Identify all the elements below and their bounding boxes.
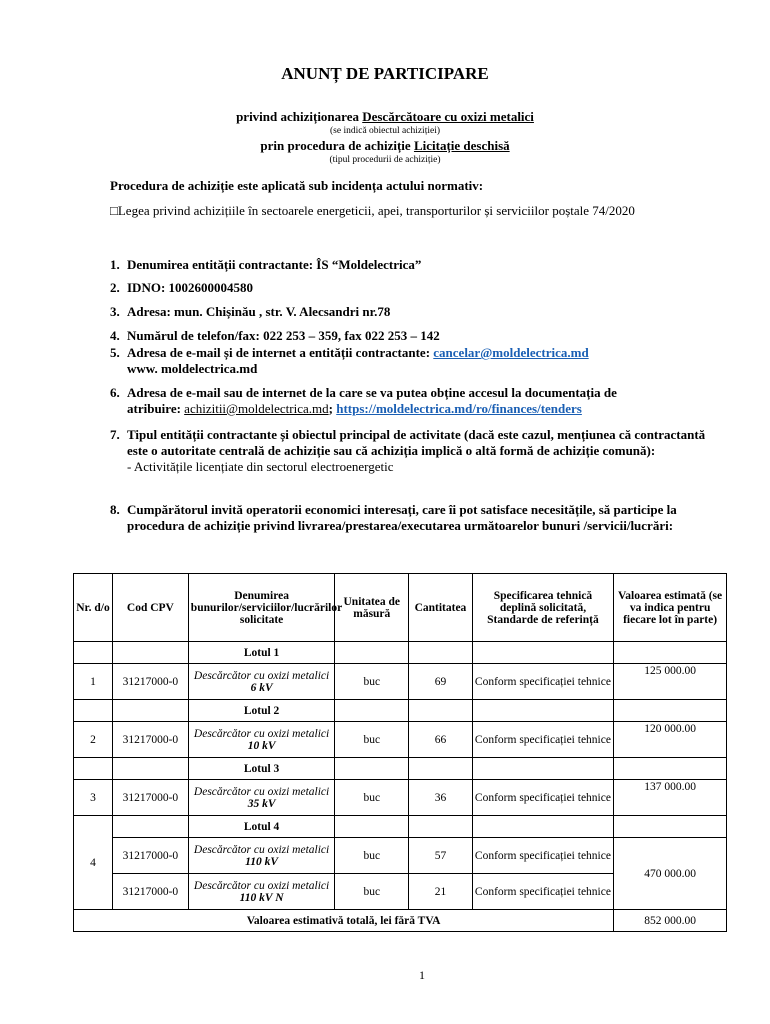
lots-table [73,573,727,932]
table-row [74,838,727,874]
cell-cpv: 31217000-0 [112,874,188,910]
lot-label: Lotul 2 [188,700,335,722]
cell-unit: buc [335,838,409,874]
cell-name-b: 35 kV [247,797,276,810]
item-8-text: Cumpărătorul invită operatorii economici interesați, care îi pot satisface necesitățile, să participe la procedura de achiziție privind livrarea/prestarea/executarea următoarelor bunuri /servicii/lucrări: [127,502,677,533]
header-name: Denumirea bunurilor/serviciilor/lucrărilor solicitate [188,574,335,642]
item-5: 5. Adresa de e-mail și de internet a entității contractante: cancelar@moldelectrica.md www. moldelectrica.md [110,345,720,377]
page-number: 1 [419,968,425,982]
item-6-text-b: atribuire: [127,401,185,416]
cell-spec: Conform specificației tehnice [472,664,613,700]
cell-nr: 2 [74,722,113,758]
cell-name-a: Descărcător cu oxizi metalici [193,879,330,892]
header-nr: Nr. d/o [74,574,113,642]
cell-name-b: 10 kV [247,739,276,752]
cell-name-a: Descărcător cu oxizi metalici [193,785,330,798]
item-7-sub: - Activitățile licențiate din sectorul electroenergetic [127,459,394,474]
cell-value: 137 000.00 [614,780,727,816]
email-link-achizitii[interactable]: achizitii@moldelectrica.md [184,401,329,416]
item-4-text: Numărul de telefon/fax: 022 253 – 359, fax 022 253 – 142 [127,328,440,343]
cell-unit: buc [335,664,409,700]
item-2-text: IDNO: 1002600004580 [127,280,254,295]
cell-qty: 21 [409,874,473,910]
item-1: 1. Denumirea entității contractante: ÎS “Moldelectrica” [110,257,422,272]
page-title: ANUNȚ DE PARTICIPARE [281,64,489,83]
item-5-text: Adresa de e-mail și de internet a entității contractante: [127,345,434,360]
cell-nr: 1 [74,664,113,700]
lot-row [74,700,727,722]
item-3: 3. Adresa: mun. Chișinău , str. V. Alecsandri nr.78 [110,304,391,319]
cell-name [188,874,335,910]
item-7-text: Tipul entității contractante și obiectul principal de activitate (dacă este cazul, mențiunea că contractantă este o autoritate centrală de achiziție sau că achiziția implică o altă formă de achiziție comună): [127,427,706,458]
item-3-text: Adresa: mun. Chișinău , str. V. Alecsandri nr.78 [127,304,391,319]
procedure-line [0,138,770,154]
total-row [74,910,727,932]
lot-row [74,642,727,664]
cell-value: 470 000.00 [614,838,727,910]
cell-unit: buc [335,874,409,910]
item-8: 8. Cumpărătorul invită operatorii economici interesați, care îi pot satisface necesitățile, să participe la procedura de achiziție privind livrarea/prestarea/executarea următoarelor bunuri /servicii/lucrări: [110,502,720,534]
lot-label: Lotul 3 [188,758,335,780]
email-link-cancelar[interactable]: cancelar@moldelectrica.md [433,345,589,360]
cell-qty: 66 [409,722,473,758]
header-value: Valoarea estimată (se va indica pentru fiecare lot în parte) [614,574,727,642]
cell-name-a: Descărcător cu oxizi metalici [193,843,330,856]
item-6: 6. Adresa de e-mail sau de internet de la care se va putea obține accesul la documentația de atribuire: achizitii@moldelectrica.md; https://moldelectrica.md/ro/finances/tenders [110,385,617,416]
lot-label: Lotul 4 [188,816,335,838]
item-7: 7. Tipul entității contractante și obiectul principal de activitate (dacă este cazul, mențiunea că contractantă este o autoritate centrală de achiziție sau că achiziția implică o altă formă de achiziție comună): - Activitățile licențiate din sectorul electroenergetic [110,427,720,475]
cell-name-b: 6 kV [250,681,273,694]
cell-name [188,722,335,758]
lot-label: Lotul 1 [188,642,335,664]
table-row [74,780,727,816]
subject-line [0,109,770,125]
cell-name-a: Descărcător cu oxizi metalici [193,669,330,682]
cell-value: 125 000.00 [614,664,727,700]
item-6-sep: ; [328,401,337,416]
cell-name [188,664,335,700]
subject-object: Descărcătoare cu oxizi metalici [362,109,534,124]
cell-name [188,780,335,816]
cell-qty: 36 [409,780,473,816]
cell-spec: Conform specificației tehnice [472,838,613,874]
cell-qty: 69 [409,664,473,700]
header-unit: Unitatea de măsură [335,574,409,642]
item-2: 2. IDNO: 1002600004580 [110,280,254,295]
cell-cpv: 31217000-0 [112,664,188,700]
cell-nr: 3 [74,780,113,816]
intro-heading: Procedura de achiziție este aplicată sub incidența actului normativ: [110,178,484,193]
cell-spec: Conform specificației tehnice [472,722,613,758]
cell-spec: Conform specificației tehnice [472,780,613,816]
cell-spec: Conform specificației tehnice [472,874,613,910]
cell-name-b: 110 kV [245,855,279,868]
table-row [74,722,727,758]
cell-nr: 4 [74,816,113,910]
lot-row [74,816,727,838]
table-header-row [74,574,727,642]
procedure-type: Licitație deschisă [413,138,510,153]
procedure-prefix: prin procedura de achiziție [260,138,414,153]
total-value: 852 000.00 [614,910,727,932]
cell-cpv: 31217000-0 [112,838,188,874]
subject-prefix: privind achiziționarea [236,109,363,124]
cell-qty: 57 [409,838,473,874]
procedure-hint: (tipul procedurii de achiziție) [329,155,441,165]
header-spec: Specificarea tehnică deplină solicitată, Standarde de referință [472,574,613,642]
lot-row [74,758,727,780]
cell-unit: buc [335,722,409,758]
cell-name-a: Descărcător cu oxizi metalici [193,727,330,740]
cell-name-b: 110 kV N [239,891,284,904]
cell-cpv: 31217000-0 [112,722,188,758]
subject-hint: (se indică obiectul achiziției) [330,126,440,136]
header-qty: Cantitatea [409,574,473,642]
item-5-web: www. moldelectrica.md [127,361,258,376]
cell-value: 120 000.00 [614,722,727,758]
table-row [74,664,727,700]
cell-unit: buc [335,780,409,816]
cell-name [188,838,335,874]
tenders-url-link[interactable]: https://moldelectrica.md/ro/finances/tenders [336,401,582,416]
cell-cpv: 31217000-0 [112,780,188,816]
item-6-text-a: Adresa de e-mail sau de internet de la care se va putea obține accesul la documentația de [127,385,617,400]
item-4: 4. Numărul de telefon/fax: 022 253 – 359, fax 022 253 – 142 [110,328,440,343]
item-1-text: Denumirea entității contractante: ÎS “Moldelectrica” [127,257,422,272]
intro-law: □Legea privind achizițiile în sectoarele energeticii, apei, transporturilor și serviciilor poștale 74/2020 [110,203,635,218]
header-cpv: Cod CPV [112,574,188,642]
total-label: Valoarea estimativă totală, lei fără TVA [74,910,614,932]
